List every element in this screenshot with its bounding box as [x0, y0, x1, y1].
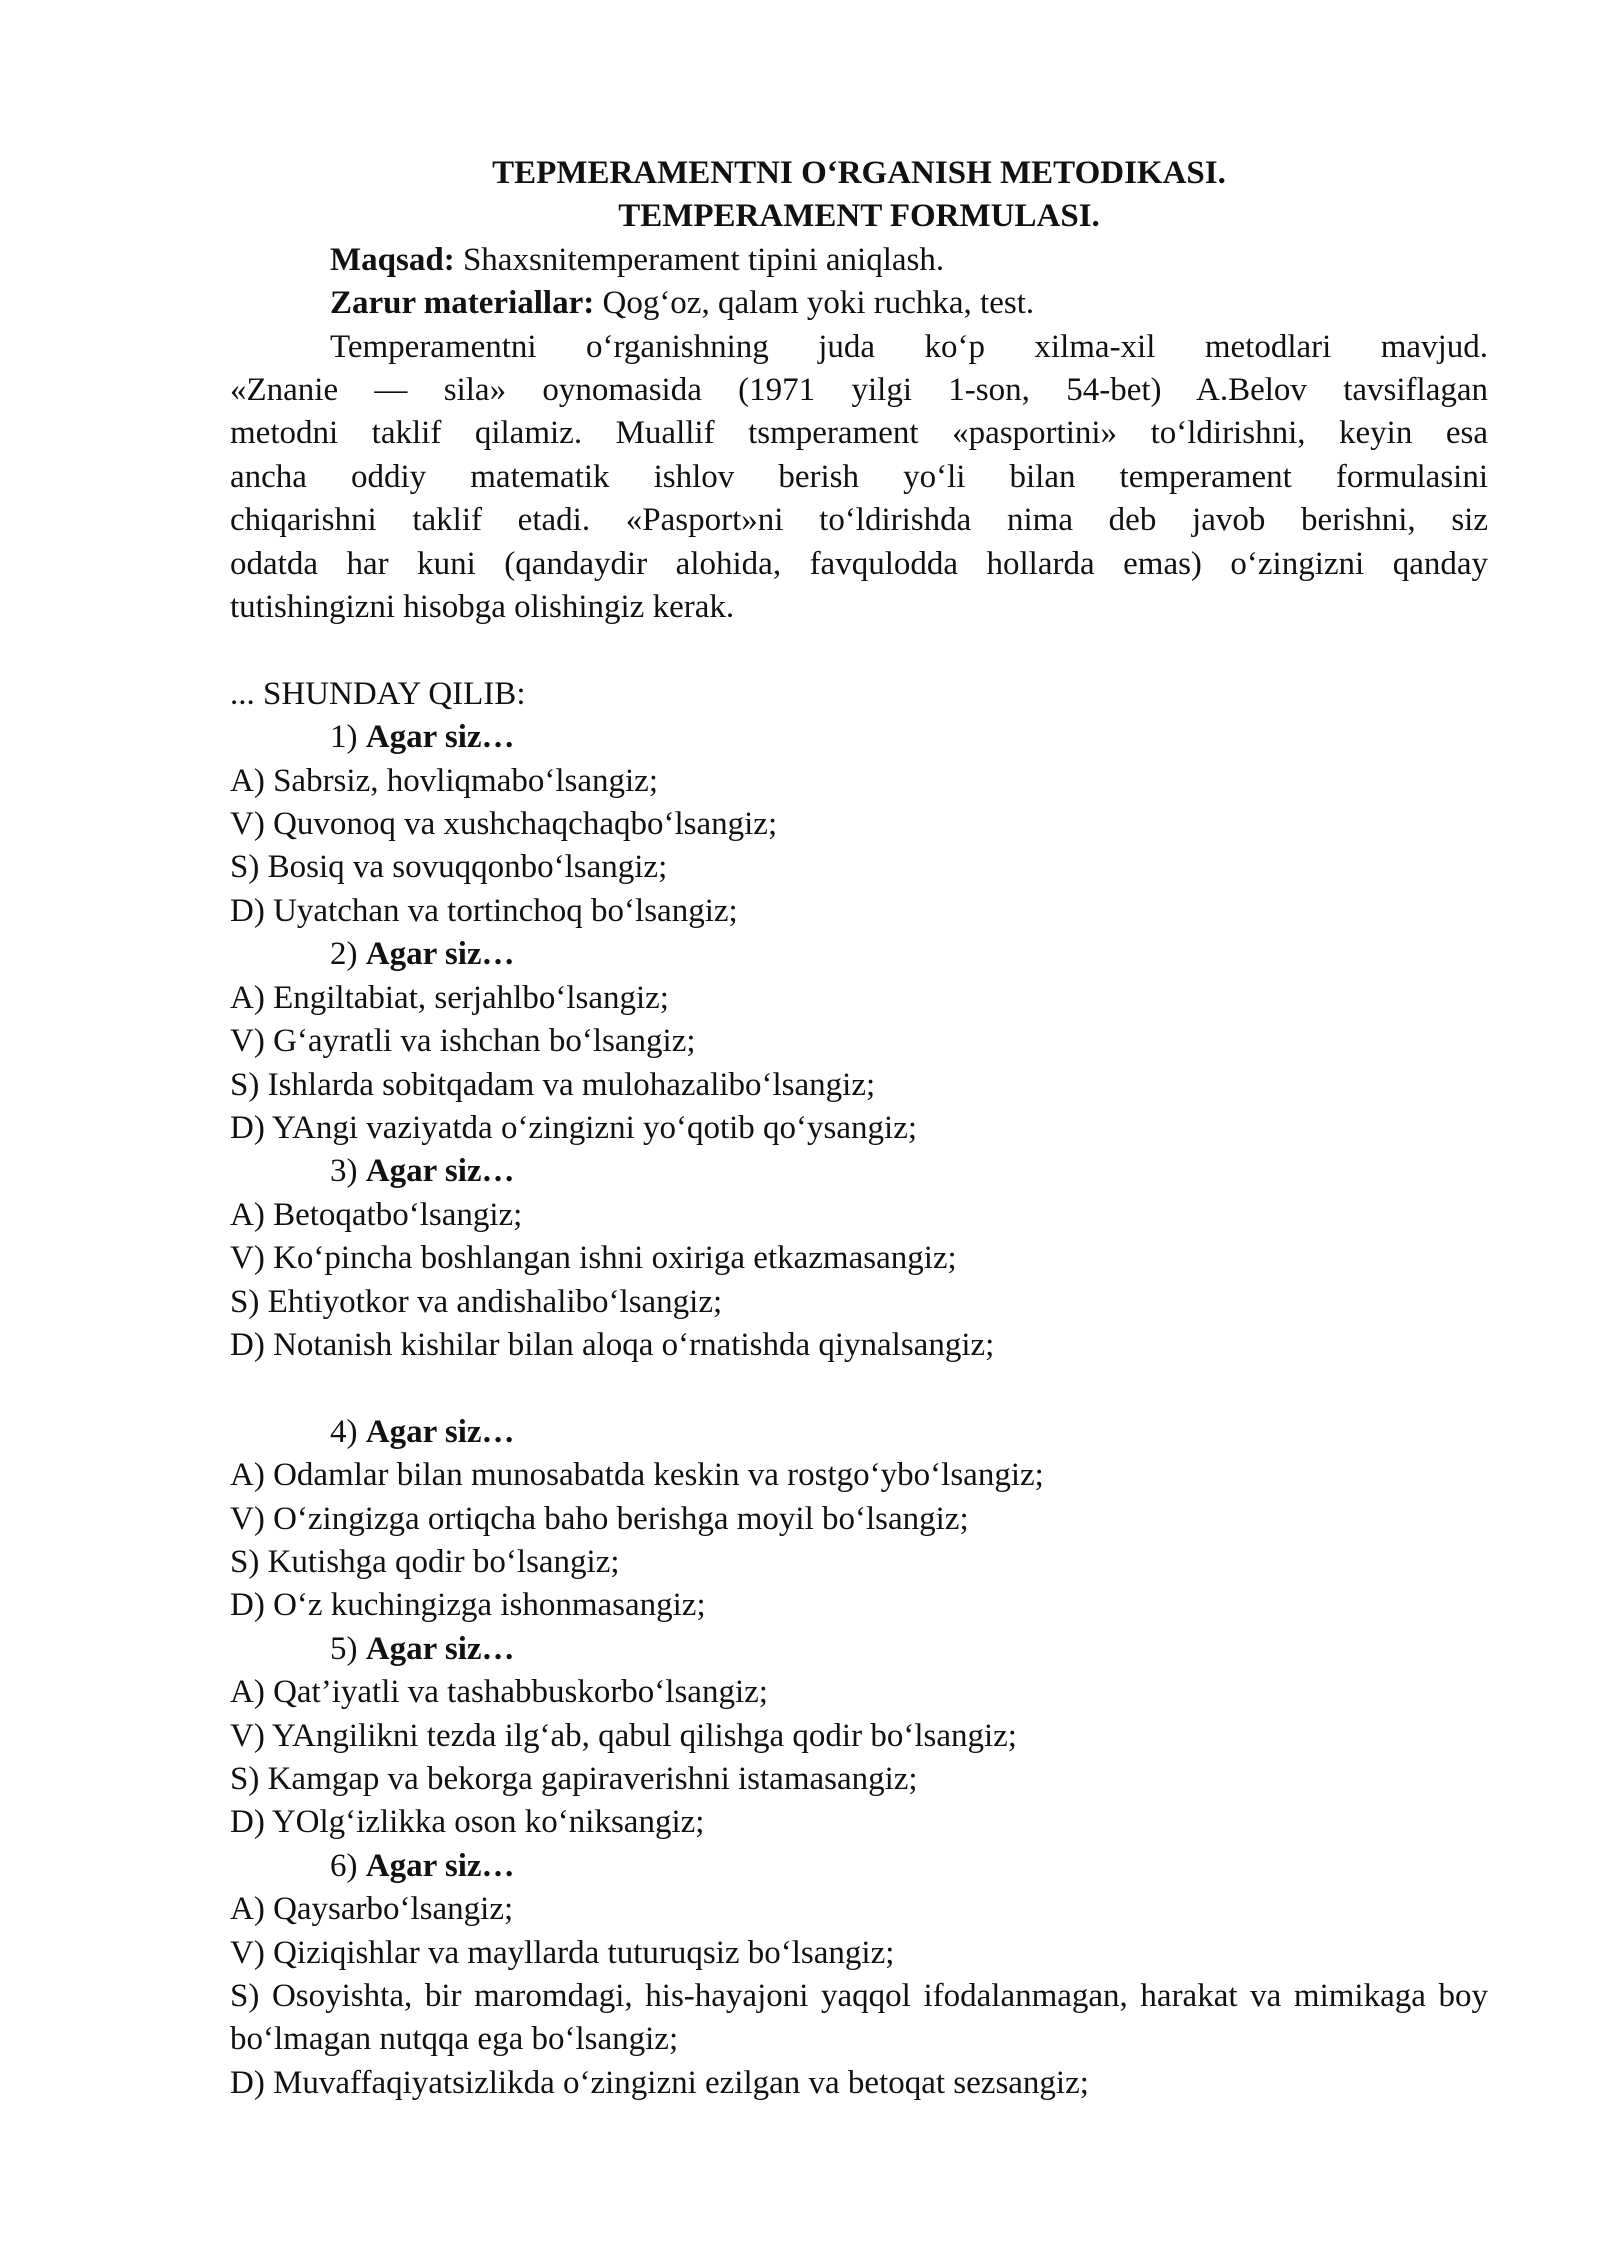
option-a: A) Qaysarbo‘lsangiz; — [230, 1891, 514, 1928]
intro-line: «Znanie — sila» oynomasida (1971 yilgi 1-son, 54-bet) A.Belov tavsiflagan — [230, 372, 1488, 409]
option-s: S) Bosiq va sovuqqonbo‘lsangiz; — [230, 849, 668, 886]
option-v: V) Qiziqishlar va mayllarda tuturuqsiz bo‘lsangiz; — [230, 1934, 895, 1971]
option-d: D) O‘z kuchingizga ishonmasangiz; — [230, 1587, 706, 1624]
option-s: S) Ehtiyotkor va andishalibo‘lsangiz; — [230, 1283, 723, 1320]
question-head: Agar siz… — [365, 1847, 515, 1884]
option-d: D) YOlg‘izlikka oson ko‘niksangiz; — [230, 1804, 705, 1841]
option-s: S) Osoyishta, bir maromdagi, his-hayajoni yaqqol ifodalanmagan, harakat va mimikaga boy bo‘lmagan nutqqa ega bo‘lsangiz; — [230, 1978, 1488, 2058]
question-heading — [230, 1150, 1488, 1193]
goal-label: Maqsad: — [330, 241, 455, 278]
option-d: D) Notanish kishilar bilan aloqa o‘rnatishda qiynalsangiz; — [230, 1326, 995, 1363]
option-a: A) Qat’iyatli va tashabbuskorbo‘lsangiz; — [230, 1674, 768, 1711]
question-number: 4) — [330, 1413, 358, 1450]
question-block — [230, 1845, 1488, 2105]
question-number: 3) — [330, 1153, 358, 1190]
question-heading — [230, 933, 1488, 976]
option-a: A) Engiltabiat, serjahlbo‘lsangiz; — [230, 979, 669, 1016]
intro-line: Temperamentni o‘rganishning juda ko‘p xilma-xil metodlari mavjud. — [330, 328, 1488, 365]
option-s: S) Kamgap va bekorga gapiraverishni istamasangiz; — [230, 1761, 918, 1797]
question-block — [230, 716, 1488, 933]
question-heading — [230, 716, 1488, 759]
question-number: 1) — [330, 719, 358, 756]
intro-line: metodni taklif qilamiz. Muallif tsmperament «pasportini» to‘ldirishni, keyin esa — [230, 415, 1488, 452]
option-v: V) Quvonoq va xushchaqchaqbo‘lsangiz; — [230, 806, 778, 843]
option-v: V) O‘zingizga ortiqcha baho berishga moyil bo‘lsangiz; — [230, 1500, 969, 1537]
goal-text: Shaxsnitemperament tipini aniqlash. — [454, 241, 945, 278]
question-number: 2) — [330, 936, 358, 973]
option-v: V) G‘ayratli va ishchan bo‘lsangiz; — [230, 1023, 696, 1060]
question-head: Agar siz… — [365, 936, 515, 973]
option-d: D) Muvaffaqiyatsizlikda o‘zingizni ezilgan va betoqat sezsangiz; — [230, 2064, 1089, 2101]
question-heading — [230, 1845, 1488, 1888]
option-a: A) Betoqatbo‘lsangiz; — [230, 1196, 523, 1233]
option-d: D) Uyatchan va tortinchoq bo‘lsangiz; — [230, 892, 738, 929]
question-number: 5) — [330, 1630, 358, 1667]
page-title-line-1: TEPMERAMENTNI O‘RGANISH METODIKASI. — [492, 155, 1226, 191]
spacer — [230, 1367, 1488, 1410]
option-s: S) Ishlarda sobitqadam va mulohazalibo‘lsangiz; — [230, 1066, 876, 1103]
option-s: S) Kutishga qodir bo‘lsangiz; — [230, 1543, 620, 1580]
question-head: Agar siz… — [365, 1153, 515, 1190]
intro-line: tutishingizni hisobga olishingiz kerak. — [230, 589, 735, 626]
option-v: V) YAngilikni tezda ilg‘ab, qabul qilishga qodir bo‘lsangiz; — [230, 1717, 1017, 1754]
intro-line: ancha oddiy matematik ishlov berish yo‘li bilan temperament formulasini — [230, 458, 1488, 495]
intro-line: chiqarishni taklif etadi. «Pasport»ni to‘ldirishda nima deb javob berishni, siz — [230, 502, 1488, 539]
materials-label: Zarur materiallar: — [330, 285, 595, 322]
question-block — [230, 1150, 1488, 1367]
option-v: V) Ko‘pincha boshlangan ishni oxiriga etkazmasangiz; — [230, 1240, 957, 1277]
question-block — [230, 933, 1488, 1150]
question-heading — [230, 1628, 1488, 1671]
question-block — [230, 1628, 1488, 1845]
option-a: A) Odamlar bilan munosabatda keskin va rostgo‘ybo‘lsangiz; — [230, 1457, 1044, 1494]
question-heading — [230, 1411, 1488, 1454]
shunday-heading: ... SHUNDAY QILIB: — [230, 675, 526, 712]
materials-text: Qog‘oz, qalam yoki ruchka, test. — [594, 285, 1035, 322]
materials-line — [230, 282, 1488, 325]
question-head: Agar siz… — [365, 1630, 515, 1667]
intro-line: odatda har kuni (qandaydir alohida, favqulodda hollarda emas) o‘zingizni qanday — [230, 545, 1488, 582]
spacer — [230, 629, 1488, 672]
page-title-line-2: TEMPERAMENT FORMULASI. — [618, 198, 1100, 235]
document-page — [230, 152, 1488, 2105]
goal-line — [230, 239, 1488, 282]
question-head: Agar siz… — [365, 1413, 515, 1450]
question-block — [230, 1411, 1488, 1628]
option-d: D) YAngi vaziyatda o‘zingizni yo‘qotib qo‘ysangiz; — [230, 1109, 918, 1146]
question-number: 6) — [330, 1847, 358, 1884]
option-a: A) Sabrsiz, hovliqmabo‘lsangiz; — [230, 762, 659, 799]
question-head: Agar siz… — [365, 719, 515, 756]
intro-paragraph — [230, 326, 1488, 630]
